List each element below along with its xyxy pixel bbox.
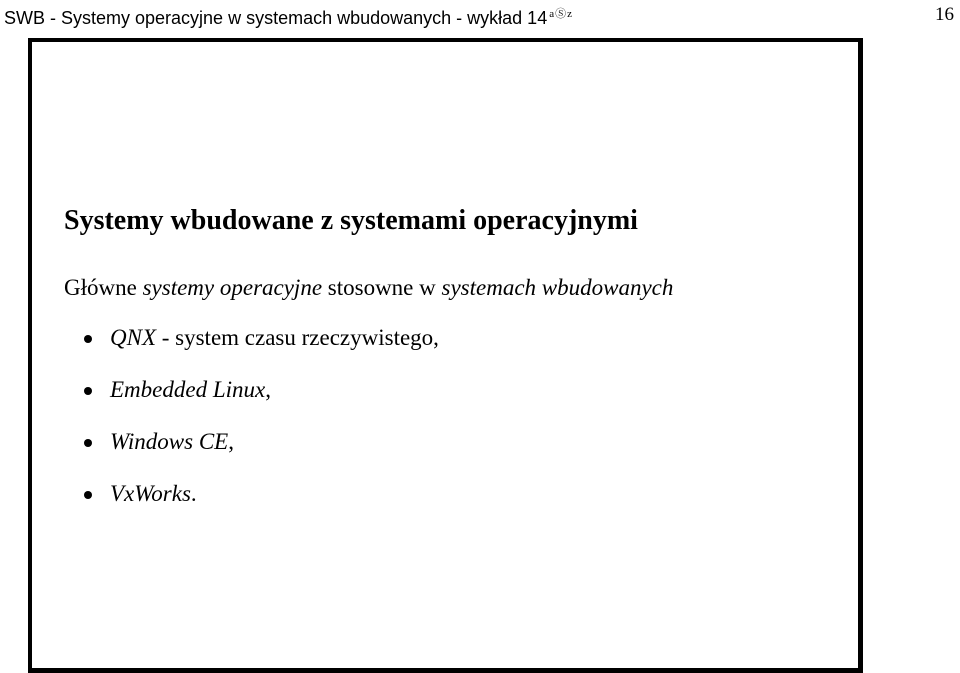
os-desc: . — [190, 481, 197, 506]
os-name: VxWorks — [110, 481, 191, 506]
os-desc: , — [228, 429, 234, 454]
intro-text-1: Główne — [64, 275, 143, 300]
os-name: QNX — [110, 325, 156, 350]
intro-emphasis-2: systemach wbudowanych — [441, 275, 674, 300]
slide-heading: Systemy wbudowane z systemami operacyjnymi — [64, 205, 638, 236]
os-desc: - system czasu rzeczywistego, — [156, 325, 439, 350]
intro-text-2: stosowne w — [322, 275, 442, 300]
bullet-icon — [84, 491, 92, 499]
header-title — [4, 3, 573, 29]
os-list — [84, 324, 439, 532]
bullet-icon — [84, 439, 92, 447]
os-name: Embedded Linux — [110, 377, 266, 402]
os-name: Windows CE — [110, 429, 229, 454]
page-number: 16 — [935, 4, 954, 25]
list-item — [84, 324, 439, 376]
bullet-icon — [84, 335, 92, 343]
list-item — [84, 480, 439, 532]
list-item — [84, 376, 439, 428]
header-title-mark: aⓈz — [549, 8, 573, 20]
os-desc: , — [265, 377, 271, 402]
slide-frame — [28, 38, 863, 673]
intro-line — [64, 274, 673, 302]
bullet-icon — [84, 387, 92, 395]
header-title-text: SWB - Systemy operacyjne w systemach wbudowanych - wykład 14 — [4, 8, 548, 28]
intro-emphasis-1: systemy operacyjne — [142, 275, 323, 300]
list-item — [84, 428, 439, 480]
